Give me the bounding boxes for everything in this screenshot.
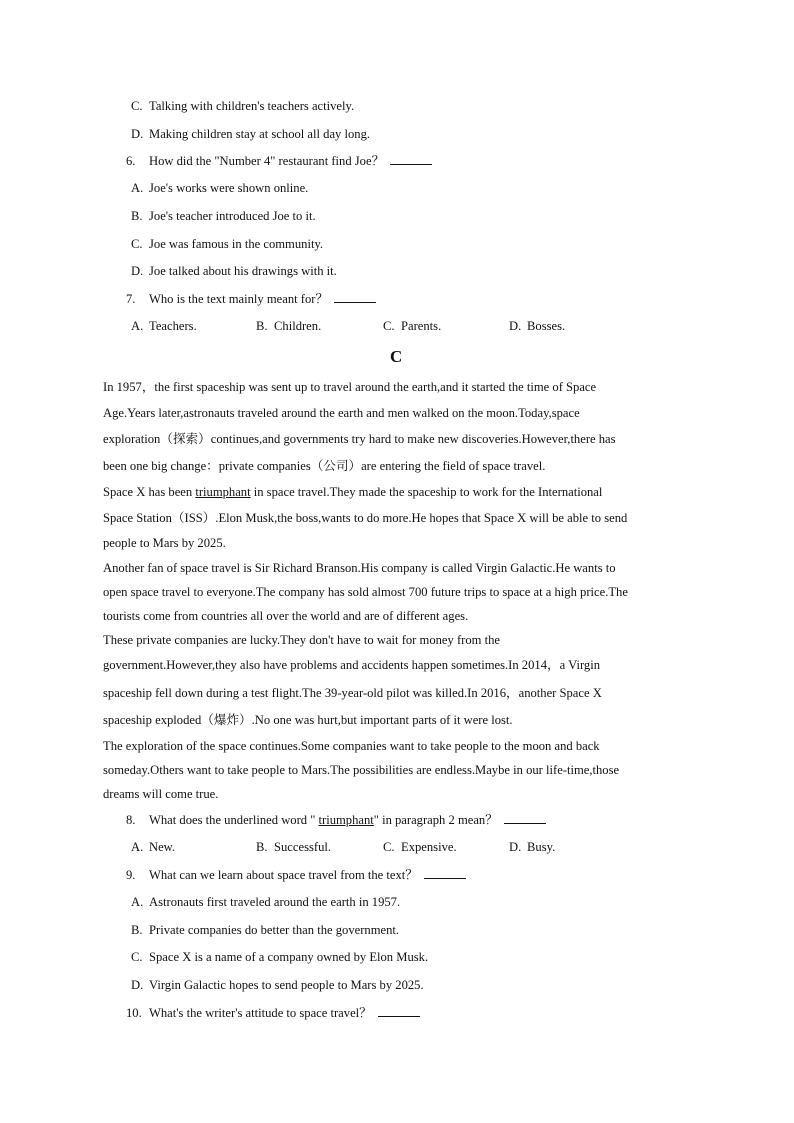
option-text: New. xyxy=(149,840,176,854)
passage-line: someday.Others want to take people to Mars.The possibilities are endless.Maybe in our life-time,those xyxy=(103,763,620,777)
question-text: " in paragraph 2 mean？ xyxy=(373,813,498,827)
q9-option-d xyxy=(131,977,424,993)
question-number: 7. xyxy=(126,292,136,306)
passage-line xyxy=(103,484,602,500)
q8-option-b xyxy=(256,839,331,855)
option-text: Expensive. xyxy=(401,840,457,854)
passage-line: The exploration of the space continues.Some companies want to take people to the moon and back xyxy=(103,739,600,753)
passage-text: in space travel.They made the spaceship to work for the International xyxy=(250,485,603,499)
q6-option-c xyxy=(131,236,323,252)
question-number: 10. xyxy=(126,1006,142,1020)
option-letter: D. xyxy=(509,319,522,333)
option-text: Teachers. xyxy=(149,319,197,333)
underlined-word: triumphant xyxy=(195,485,251,499)
question-6 xyxy=(126,152,432,169)
answer-blank[interactable] xyxy=(378,1004,420,1017)
passage-line: Age.Years later,astronauts traveled around the earth and men walked on the moon.Today,space xyxy=(103,406,580,420)
option-letter: C. xyxy=(131,950,143,964)
passage-line: In 1957，the first spaceship was sent up to travel around the earth,and it started the time of Space xyxy=(103,380,597,394)
option-letter: D. xyxy=(131,264,144,278)
passage-line: exploration（探索）continues,and governments try hard to make new discoveries.However,there has xyxy=(103,432,616,446)
q9-option-c xyxy=(131,949,428,965)
passage-line: people to Mars by 2025. xyxy=(103,536,226,550)
question-9 xyxy=(126,866,466,883)
q5-option-d xyxy=(131,126,370,142)
option-letter: A. xyxy=(131,895,144,909)
passage-line: spaceship exploded（爆炸）.No one was hurt,but important parts of it were lost. xyxy=(103,713,513,727)
passage-line: These private companies are lucky.They don't have to wait for money from the xyxy=(103,633,500,647)
question-number: 8. xyxy=(126,813,136,827)
option-text: Busy. xyxy=(527,840,556,854)
option-letter: C. xyxy=(383,319,395,333)
question-text: What can we learn about space travel from the text？ xyxy=(149,868,418,882)
option-letter: D. xyxy=(509,840,522,854)
option-letter: B. xyxy=(131,209,143,223)
question-number: 9. xyxy=(126,868,136,882)
option-text: Astronauts first traveled around the earth in 1957. xyxy=(149,895,401,909)
q8-option-a xyxy=(131,839,175,855)
passage-line: Another fan of space travel is Sir Richard Branson.His company is called Virgin Galactic.He wants to xyxy=(103,561,616,575)
q6-option-b xyxy=(131,208,316,224)
underlined-word: triumphant xyxy=(318,813,374,827)
q9-option-b xyxy=(131,922,399,938)
option-text: Space X is a name of a company owned by Elon Musk. xyxy=(149,950,429,964)
question-text: Who is the text mainly meant for？ xyxy=(149,292,329,306)
option-text: Bosses. xyxy=(527,319,566,333)
answer-blank[interactable] xyxy=(504,811,546,824)
passage-line: open space travel to everyone.The company has sold almost 700 future trips to space at a high price.The xyxy=(103,585,628,599)
question-text: What does the underlined word " xyxy=(149,813,319,827)
question-7 xyxy=(126,290,376,307)
passage-line: dreams will come true. xyxy=(103,787,219,801)
option-letter: A. xyxy=(131,840,144,854)
question-8 xyxy=(126,811,546,828)
option-letter: B. xyxy=(131,923,143,937)
q7-option-c xyxy=(383,318,441,334)
passage-line: spaceship fell down during a test flight.The 39-year-old pilot was killed.In 2016，another Space X xyxy=(103,686,602,700)
q9-option-a xyxy=(131,894,400,910)
option-text: Virgin Galactic hopes to send people to Mars by 2025. xyxy=(149,978,424,992)
q8-option-c xyxy=(383,839,457,855)
question-text: How did the "Number 4" restaurant find Joe？ xyxy=(149,154,385,168)
passage-line: tourists come from countries all over the world and are of different ages. xyxy=(103,609,469,623)
option-text: Successful. xyxy=(274,840,332,854)
option-text: Making children stay at school all day long. xyxy=(149,127,371,141)
option-text: Joe's teacher introduced Joe to it. xyxy=(149,209,316,223)
option-letter: A. xyxy=(131,181,144,195)
option-text: Joe talked about his drawings with it. xyxy=(149,264,337,278)
section-title: C xyxy=(390,347,403,366)
question-text: What's the writer's attitude to space travel？ xyxy=(149,1006,372,1020)
passage-text: Space X has been xyxy=(103,485,196,499)
q6-option-d xyxy=(131,263,337,279)
answer-blank[interactable] xyxy=(424,866,466,879)
answer-blank[interactable] xyxy=(334,290,376,303)
option-letter: D. xyxy=(131,978,144,992)
option-letter: A. xyxy=(131,319,144,333)
option-letter: B. xyxy=(256,840,268,854)
q7-option-d xyxy=(509,318,565,334)
passage-line: government.However,they also have problems and accidents happen sometimes.In 2014，a Virgin xyxy=(103,658,600,672)
option-text: Joe was famous in the community. xyxy=(149,237,324,251)
option-letter: B. xyxy=(256,319,268,333)
option-text: Parents. xyxy=(401,319,442,333)
question-10 xyxy=(126,1004,420,1021)
q5-option-c xyxy=(131,98,354,114)
option-letter: C. xyxy=(131,237,143,251)
option-text: Talking with children's teachers actively. xyxy=(149,99,355,113)
option-text: Private companies do better than the government. xyxy=(149,923,400,937)
q6-option-a xyxy=(131,180,308,196)
question-number: 6. xyxy=(126,154,136,168)
q7-option-a xyxy=(131,318,197,334)
option-letter: C. xyxy=(131,99,143,113)
q8-option-d xyxy=(509,839,555,855)
option-letter: C. xyxy=(383,840,395,854)
q7-option-b xyxy=(256,318,321,334)
passage-line: Space Station（ISS）.Elon Musk,the boss,wants to do more.He hopes that Space X will be able to send xyxy=(103,511,628,525)
passage-line: been one big change：private companies（公司）are entering the field of space travel. xyxy=(103,459,546,473)
option-letter: D. xyxy=(131,127,144,141)
option-text: Children. xyxy=(274,319,322,333)
answer-blank[interactable] xyxy=(390,152,432,165)
option-text: Joe's works were shown online. xyxy=(149,181,309,195)
